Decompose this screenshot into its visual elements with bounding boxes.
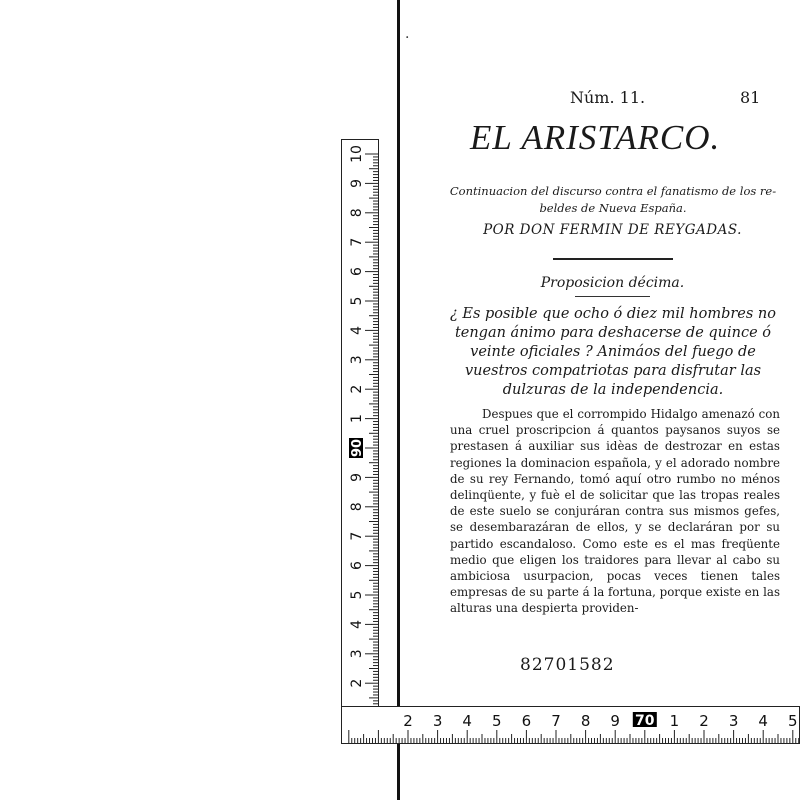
ruler-label — [349, 532, 365, 541]
ruler-label: 3 — [432, 712, 443, 730]
svg-text:9: 9 — [349, 472, 365, 482]
masthead-title: EL ARISTARCO. — [470, 118, 721, 157]
svg-text:2: 2 — [349, 678, 365, 688]
svg-text:7: 7 — [349, 237, 365, 247]
svg-text:8: 8 — [349, 502, 365, 512]
book-spine-edge — [397, 0, 400, 800]
subtitle — [448, 183, 778, 217]
ruler-label: 1 — [669, 712, 680, 730]
margin-mark: · — [405, 30, 410, 46]
svg-text:10: 10 — [349, 145, 365, 163]
ruler-label — [349, 179, 365, 188]
ruler-label: 70 — [635, 713, 655, 729]
facing-page-blank — [0, 0, 397, 800]
ruler-label — [349, 438, 365, 458]
author-line: POR DON FERMIN DE REYGADAS. — [483, 222, 742, 238]
ruler-label: 5 — [788, 712, 798, 730]
ruler-label: 5 — [492, 712, 502, 730]
issue-number: Núm. 11. — [570, 88, 646, 107]
body-paragraph: Despues que el corrompido Hidalgo amenazó con una cruel proscripcion á quantos paysanos suyos se prestasen á auxiliar sus idèas de destrozar en estas regiones la dominacion española, y el adorado nombre de su rey Fernando, tomó aquí otro rumbo no ménos delinqüente, y fuè el de solicitar que las tropas reales de este suelo se conjuráran contra sus mismos gefes, se desembarazáran de ellos, y se declaráran por su partido escandaloso. Como este es el mas freqüente medio que eligen los traidores para llevar al cabo su ambiciosa usurpacion, pocas veces tienen tales empresas de su parte á la fortuna, porque existe en las alturas una despierta providen- — [450, 407, 780, 616]
svg-text:4: 4 — [349, 619, 365, 629]
svg-text:4: 4 — [349, 325, 365, 335]
ruler-label — [349, 620, 365, 629]
ruler-label — [349, 238, 365, 247]
svg-text:7: 7 — [349, 531, 365, 541]
svg-text:3: 3 — [349, 355, 365, 365]
proposition-title: Proposicion décima. — [540, 275, 685, 291]
ruler-label — [349, 208, 365, 217]
ruler-label: 6 — [521, 712, 532, 730]
ruler-label — [349, 297, 365, 306]
horizontal-ruler-graphic — [342, 707, 800, 745]
ruler-label: 4 — [462, 712, 472, 730]
ruler-label: 4 — [758, 712, 768, 730]
page-number: 81 — [740, 88, 761, 107]
svg-text:6: 6 — [349, 561, 365, 571]
svg-text:3: 3 — [349, 649, 365, 659]
svg-text:8: 8 — [349, 208, 365, 218]
divider-rule — [553, 258, 673, 260]
ruler-label: 2 — [403, 712, 413, 730]
ruler-label: 9 — [610, 712, 620, 730]
ruler-label: 8 — [580, 712, 591, 730]
ruler-label — [349, 679, 365, 688]
ruler-label: 2 — [699, 712, 709, 730]
ruler-label — [349, 385, 365, 394]
svg-text:2: 2 — [349, 384, 365, 394]
ruler-label — [349, 145, 365, 163]
ruler-label — [349, 473, 365, 482]
ruler-label — [349, 649, 365, 658]
ruler-label — [349, 561, 365, 570]
vertical-ruler-graphic — [342, 140, 380, 744]
ruler-label: 7 — [551, 712, 561, 730]
svg-text:6: 6 — [349, 267, 365, 277]
question-paragraph: ¿ Es posible que ocho ó diez mil hombres no tengan ánimo para deshacerse de quince ó veinte oficiales ? Animáos del fuego de vuestros compatriotas para disfrutar las dulzuras de la independencia. — [449, 306, 776, 398]
vertical-scale-ruler — [341, 139, 379, 743]
ruler-label — [349, 591, 365, 600]
svg-text:9: 9 — [349, 178, 365, 188]
ruler-label — [349, 326, 365, 335]
horizontal-scale-ruler — [341, 706, 800, 744]
ruler-label — [349, 414, 365, 423]
svg-text:5: 5 — [349, 590, 365, 600]
ruler-label — [349, 355, 365, 364]
ruler-label — [349, 502, 365, 511]
catalog-number: 82701582 — [520, 655, 615, 675]
ruler-label — [349, 267, 365, 276]
ruler-label: 3 — [728, 712, 739, 730]
svg-text:5: 5 — [349, 296, 365, 306]
subtitle-line-1: Continuacion del discurso contra el fanatismo de los re- — [449, 184, 777, 198]
proposition-underline — [575, 296, 650, 297]
svg-text:1: 1 — [349, 414, 365, 424]
subtitle-line-2: beldes de Nueva España. — [539, 201, 687, 215]
svg-text:90: 90 — [350, 438, 365, 458]
